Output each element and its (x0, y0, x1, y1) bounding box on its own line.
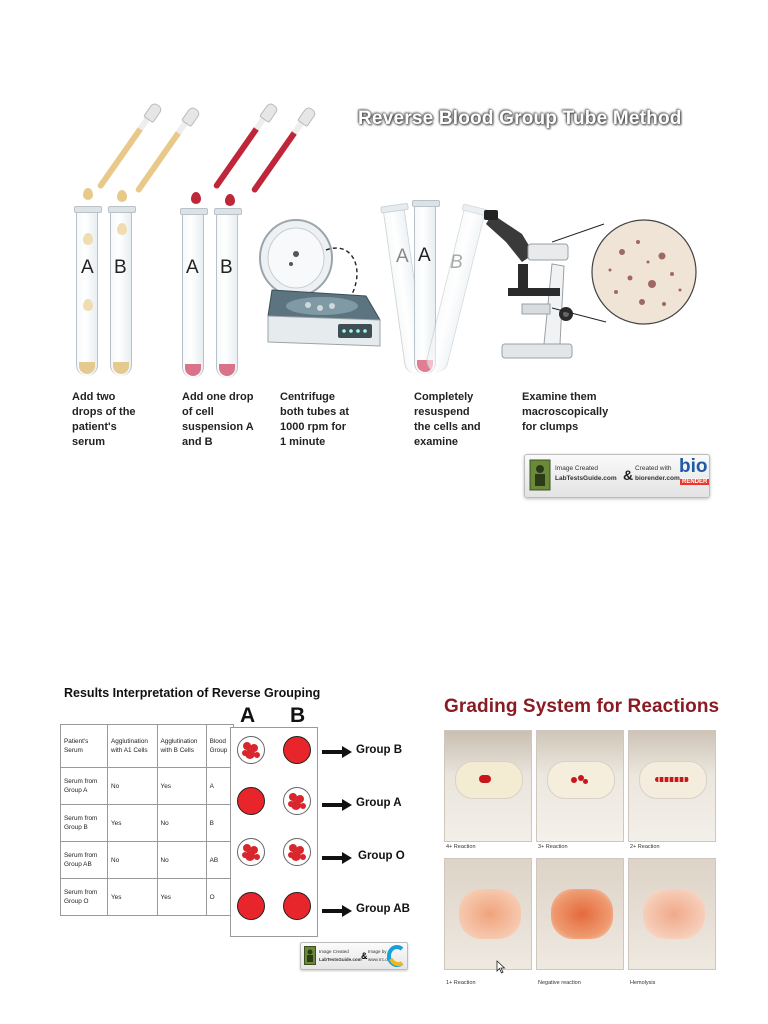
table-cell: Yes (157, 879, 206, 916)
credits-badge (300, 942, 408, 970)
step-2-caption: Add one drop of cell suspension A and B (182, 391, 254, 448)
table-cell: Serum from Group B (61, 805, 108, 842)
c-logo-icon (387, 945, 405, 967)
no-agglutination-icon (283, 736, 311, 764)
group-label: Group A (356, 797, 402, 809)
grading-system-figure (438, 692, 720, 1008)
column-b-heading: B (290, 704, 306, 727)
table-row (61, 879, 234, 916)
tube-label: B (220, 257, 233, 278)
group-label: Group B (356, 744, 402, 756)
table-cell: No (157, 805, 206, 842)
reaction-label: 3+ Reaction (538, 844, 568, 850)
table-header: Patient's Serum (61, 725, 108, 768)
credit-ampersand: & (623, 467, 634, 483)
step-4-caption: Completely resuspend the cells and examine (414, 391, 481, 448)
table-cell: A (206, 768, 233, 805)
mouse-cursor-icon (496, 960, 506, 974)
agglutination-clump-icon (237, 838, 265, 866)
group-label: Group AB (356, 903, 410, 915)
step-5-caption: Examine them macroscopically for clumps (522, 391, 609, 433)
agglutination-panel (230, 727, 318, 937)
reaction-label: 2+ Reaction (630, 844, 660, 850)
arrow-right-icon (322, 746, 352, 758)
tube-label: A (81, 257, 94, 278)
table-cell: AB (206, 842, 233, 879)
results-interpretation-figure (60, 684, 420, 974)
no-agglutination-icon (237, 787, 265, 815)
table-header: Agglutination with B Cells (157, 725, 206, 768)
reaction-photo (536, 730, 624, 842)
biorender-logo-subtext: RENDER (682, 479, 708, 485)
credit-biorender-site: biorender.com (635, 475, 680, 482)
no-agglutination-icon (237, 892, 265, 920)
table-header-row (61, 725, 234, 768)
credit-image-by: Image by (368, 949, 387, 954)
credits-badge (524, 454, 710, 498)
reaction-photo (444, 730, 532, 842)
table-row (61, 768, 234, 805)
credit-ampersand: & (361, 951, 368, 961)
table-cell: No (108, 768, 158, 805)
tube-label: B (450, 252, 463, 273)
arrow-right-icon (322, 852, 352, 864)
reaction-label: 1+ Reaction (446, 980, 476, 986)
credit-created-with: Created with (635, 465, 672, 472)
step-3-caption: Centrifuge both tubes at 1000 rpm for 1 minute (280, 391, 350, 448)
reaction-label: 4+ Reaction (446, 844, 476, 850)
table-row (61, 805, 234, 842)
table-cell: No (108, 842, 158, 879)
agglutination-clump-icon (283, 787, 311, 815)
table-cell: O (206, 879, 233, 916)
credit-labtests: LabTestsGuide.com (555, 475, 617, 482)
table-row (61, 842, 234, 879)
cell-tube-b (216, 210, 238, 378)
table-cell: Yes (108, 879, 158, 916)
labtestsguide-logo-icon (529, 459, 551, 491)
grading-title: Grading System for Reactions (444, 696, 720, 717)
cell-drop-b (225, 194, 235, 206)
magnified-clumps-view (552, 212, 702, 332)
table-cell: Yes (157, 768, 206, 805)
agglutination-clump-icon (283, 838, 311, 866)
table-cell: Serum from Group A (61, 768, 108, 805)
credit-site: www.rrc.org (368, 957, 392, 962)
figure-title: Reverse Blood Group Tube Method (358, 108, 682, 129)
biorender-logo: bio (679, 456, 708, 477)
column-a-heading: A (240, 704, 256, 727)
tube-label: A (396, 246, 409, 267)
labtestsguide-logo-icon (304, 946, 316, 965)
centrifuge-icon (258, 210, 388, 360)
table-cell: Yes (108, 805, 158, 842)
no-agglutination-icon (283, 892, 311, 920)
table-cell: Serum from Group O (61, 879, 108, 916)
cell-drop-a (191, 192, 201, 204)
cell-tube-a (182, 210, 204, 378)
reaction-photo (628, 730, 716, 842)
table-cell: Serum from Group AB (61, 842, 108, 879)
group-label: Group O (358, 850, 405, 862)
tube-label: A (186, 257, 199, 278)
credit-image-created: Image Created (319, 949, 349, 954)
reverse-grouping-table (60, 724, 234, 916)
reaction-label: Negative reaction (538, 980, 581, 986)
results-title: Results Interpretation of Reverse Grouping (64, 686, 321, 700)
arrow-right-icon (322, 799, 352, 811)
tube-label: A (418, 245, 431, 266)
tube-label: B (114, 257, 127, 278)
serum-tube-a (76, 208, 98, 376)
credit-image-created: Image Created (555, 465, 598, 472)
reaction-label: Hemolysis (630, 980, 656, 986)
reaction-photo (444, 858, 532, 970)
arrow-right-icon (322, 905, 352, 917)
agglutination-clump-icon (237, 736, 265, 764)
reverse-blood-group-figure (58, 88, 710, 500)
step-1-caption: Add two drops of the patient's serum (72, 391, 136, 448)
credit-labtests: LabTestsGuide.com (319, 957, 362, 962)
serum-drop-b (117, 190, 127, 202)
reaction-photo (536, 858, 624, 970)
table-cell: B (206, 805, 233, 842)
serum-drop-a (83, 188, 93, 200)
reaction-photo (628, 858, 716, 970)
table-header: Blood Group (206, 725, 233, 768)
table-header: Agglutination with A1 Cells (108, 725, 158, 768)
serum-tube-b (110, 208, 132, 376)
table-cell: No (157, 842, 206, 879)
